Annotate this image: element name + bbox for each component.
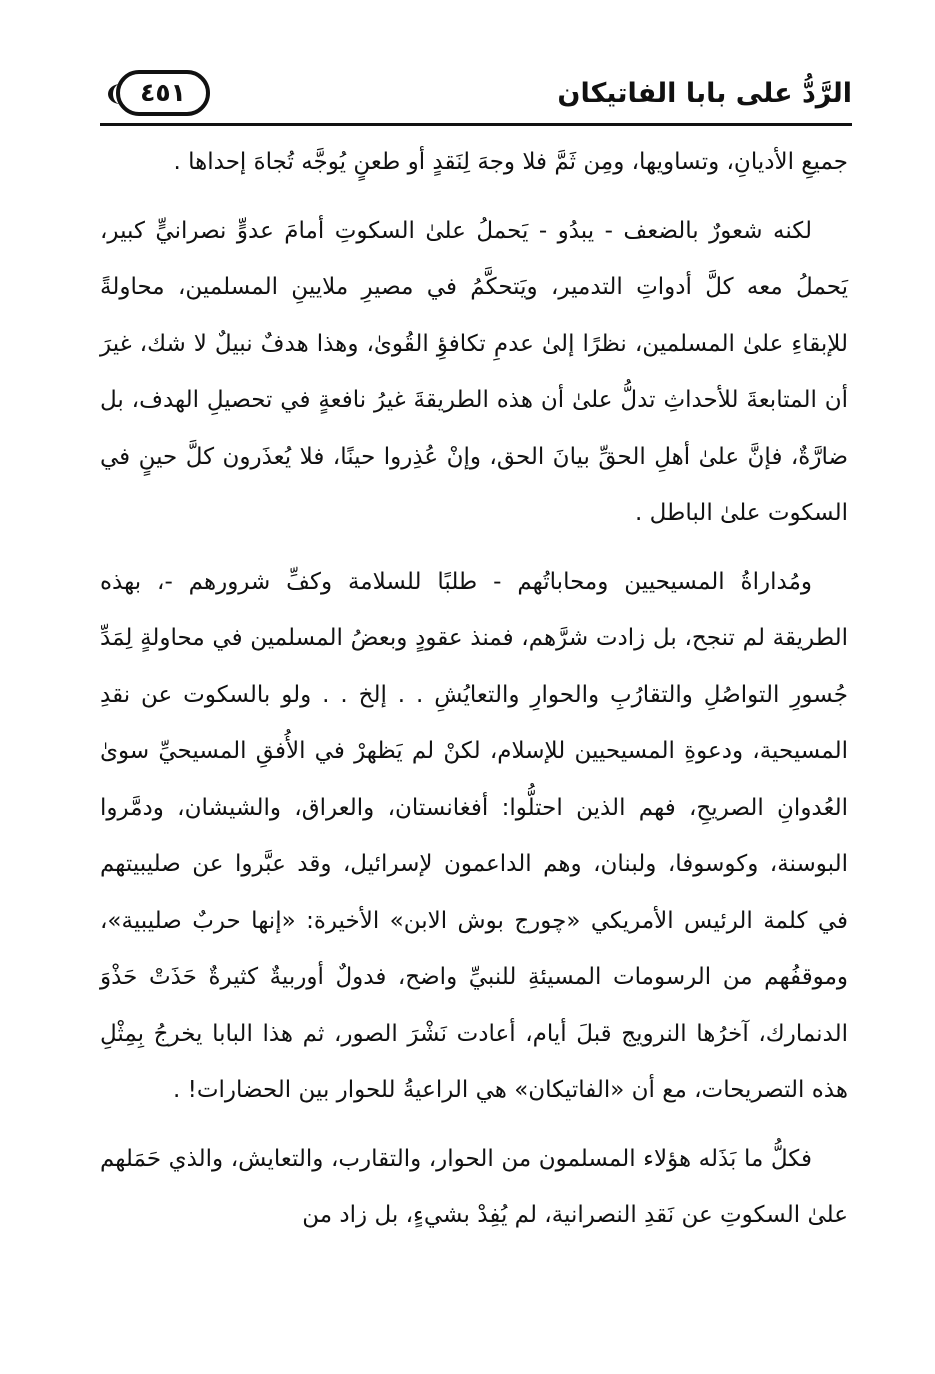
- header-rule: [100, 123, 852, 126]
- paragraph-4: فكلُّ ما بَذَله هؤلاء المسلمون من الحوار، والتقارب، والتعايش، والذي حَمَلهم علىٰ السكوتِ عن نَقدِ النصرانية، لم يُفِدْ بشيءٍ، بل زاد من: [100, 1145, 848, 1228]
- page-header: [100, 66, 852, 124]
- body-text: [100, 134, 848, 1244]
- paragraph-2: لكنه شعورٌ بالضعف - يبدُو - يَحملُ علىٰ السكوتِ أمامَ عدوٍّ نصرانيٍّ كبير، يَحملُ معه كلَّ أدواتِ التدمير، ويَتحكَّمُ في مصيرِ ملايينِ المسلمين، محاولةً للإبقاءِ علىٰ المسلمين، نظرًا إلىٰ عدمِ تكافؤِ القُوىٰ، وهذا هدفٌ نبيلٌ لا شك، غيرَ أن المتابعةَ للأحداثِ تدلُّ علىٰ أن هذه الطريقةَ غيرُ نافعةٍ في تحصيلِ الهدف، بل ضارَّةٌ، فإنَّ علىٰ أهلِ الحقِّ بيانَ الحق، وإنْ عُذِروا حينًا، فلا يُعذَرون كلَّ حينٍ في السكوت علىٰ الباطل .: [100, 217, 848, 526]
- page-number-ornament: [116, 70, 210, 116]
- running-title: الرَّدُّ على بابا الفاتيكان: [557, 78, 852, 109]
- paragraph-3: ومُداراةُ المسيحيين ومحاباتُهم - طلبًا للسلامة وكفِّ شرورهم -، بهذه الطريقة لم تنجح، بل زادت شرَّهم، فمنذ عقودٍ وبعضُ المسلمين في محاولةٍ لِمَدِّ جُسورِ التواصُلِ والتقارُبِ والحوارِ والتعايُشِ . . إلخ . . ولو بالسكوت عن نقدِ المسيحية، ودعوةِ المسيحيين للإسلام، لكنْ لم يَظهرْ في الأُفقِ المسيحيِّ سوىٰ العُدوانِ الصريحِ، فهم الذين احتلُّوا: أفغانستان، والعراق، والشيشان، ودمَّروا البوسنة، وكوسوفا، ولبنان، وهم الداعمون لإسرائيل، وقد عبَّروا عن صليبيتهم في كلمة الرئيس الأمريكي «چورج بوش الابن» الأخيرة: «إنها حربٌ صليبية»، وموقفُهم من الرسومات المسيئةِ للنبيِّ واضح، فدولٌ أوربيةٌ كثيرةٌ حَذَتْ حَذْوَ الدنمارك، آخرُها النرويج قبلَ أيام، أعادت نَشْرَ الصور، ثم هذا البابا يخرجُ بِمِثْلِ هذه التصريحات، مع أن «الفاتيكان» هي الراعيةُ للحوار بين الحضارات! .: [100, 568, 848, 1103]
- paragraph-1: جميعِ الأديانِ، وتساويها، ومِن ثَمَّ فلا وجهَ لِنَقدٍ أو طعنٍ يُوجَّه تُجاهَ إحداها .: [173, 149, 848, 175]
- page-number: ٤٥١: [140, 78, 186, 107]
